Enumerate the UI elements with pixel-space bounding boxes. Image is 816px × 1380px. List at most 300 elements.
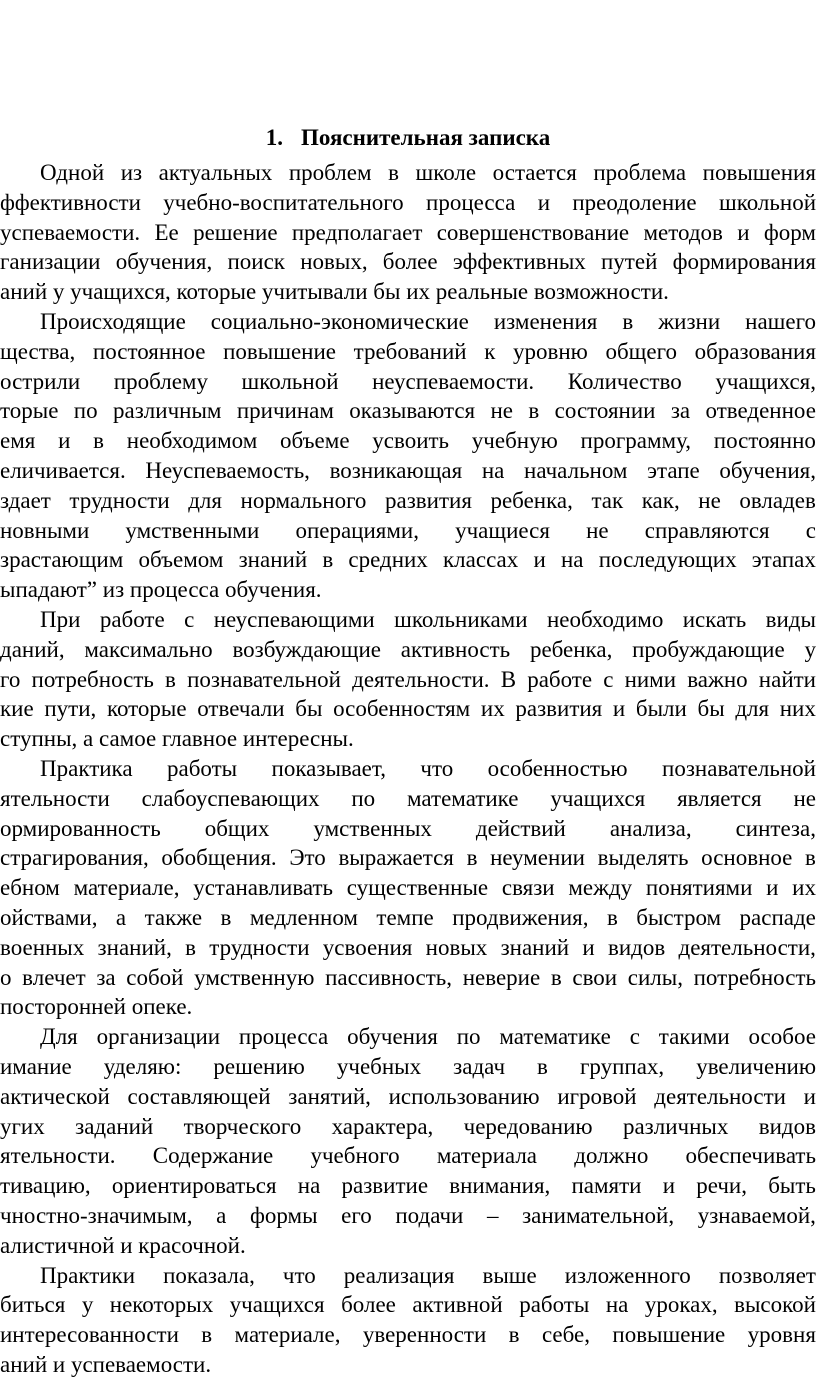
word: такими — [658, 1024, 730, 1050]
text-line — [0, 694, 816, 724]
section-title: Пояснительная записка — [301, 125, 551, 150]
word: деятельности. — [352, 666, 490, 692]
text-line — [0, 516, 816, 546]
text-line — [0, 1141, 816, 1171]
word: процесса — [238, 1024, 329, 1050]
word: а — [216, 1203, 227, 1228]
text-line — [0, 1171, 816, 1201]
word: занимательной, — [522, 1203, 675, 1228]
word: формирования — [672, 249, 816, 275]
text-line — [0, 545, 816, 575]
word: найти — [758, 666, 816, 692]
word: последующих — [598, 547, 737, 573]
word: творческого — [183, 1113, 302, 1139]
text-line — [0, 396, 816, 426]
word: причинам — [236, 398, 334, 424]
word: отвечали — [197, 696, 285, 722]
text-line — [0, 933, 816, 963]
word: умственными — [125, 517, 260, 543]
word: требований — [353, 338, 467, 364]
word: путей — [601, 249, 658, 275]
word: потребность — [693, 964, 816, 990]
word: работы — [167, 756, 238, 781]
word: особое — [748, 1024, 816, 1050]
word: уровню — [513, 338, 588, 364]
word: обобщения. — [161, 845, 277, 871]
word: в — [622, 309, 634, 334]
word: этапе — [647, 458, 700, 483]
word: учащиеся — [455, 517, 550, 543]
word: организации — [96, 1024, 221, 1050]
word: повышение — [612, 1322, 726, 1348]
word: школе — [415, 160, 477, 185]
text-line: алистичной и красочной. — [0, 1232, 246, 1258]
word: возникающая — [329, 458, 463, 483]
word: использованию — [388, 1083, 540, 1109]
word: виды — [765, 607, 816, 632]
word: острили — [0, 368, 81, 394]
word: на — [560, 547, 584, 573]
word: познавательной — [662, 756, 816, 781]
word: так — [591, 487, 624, 513]
word: начальном — [524, 458, 628, 483]
word: усвоения — [322, 934, 413, 960]
word: и — [803, 1083, 816, 1109]
word: материала — [436, 1143, 538, 1169]
word: Практики — [40, 1262, 136, 1288]
word: щества, — [0, 338, 76, 364]
text-line — [0, 843, 816, 873]
word: При — [40, 607, 81, 632]
word: которые — [106, 696, 187, 722]
word: пути, — [44, 696, 97, 722]
word: учащихся — [550, 785, 646, 811]
word: умственную — [194, 964, 315, 990]
text-line — [0, 486, 816, 516]
word: обеспечивать — [685, 1143, 816, 1169]
word: в — [220, 905, 232, 930]
word: нашего — [745, 309, 816, 334]
word: обучения, — [115, 249, 213, 275]
word: заданий — [75, 1113, 154, 1139]
word: школьниками — [394, 607, 528, 632]
word: о — [0, 964, 12, 990]
word: выше — [482, 1262, 537, 1288]
word: в — [537, 1054, 548, 1079]
word: уделяю: — [103, 1054, 182, 1079]
text-line — [40, 158, 816, 188]
word: преодоление — [572, 189, 697, 215]
word: в — [606, 905, 618, 930]
word: устанавливать — [193, 875, 334, 901]
word: характера, — [331, 1113, 434, 1139]
word: анализа, — [609, 815, 692, 841]
word: деятельности — [654, 1083, 786, 1109]
word: работе — [527, 666, 593, 692]
section-number: 1. — [265, 125, 284, 150]
word: социально-экономические — [210, 309, 469, 334]
text-line — [0, 1290, 816, 1320]
word: игровой — [557, 1083, 637, 1109]
word: ятельности. — [0, 1143, 116, 1169]
text-line — [0, 188, 816, 218]
word: остается — [492, 160, 577, 185]
word: усвоить — [372, 428, 450, 454]
word: уровня — [747, 1322, 816, 1348]
word: существенные — [346, 875, 489, 901]
word: уроках, — [644, 1292, 718, 1318]
word: в — [165, 666, 176, 692]
word: с — [805, 517, 816, 543]
word: объемом — [138, 547, 224, 573]
word: программу, — [580, 428, 692, 454]
text-line — [0, 814, 816, 844]
word: ойствами, — [0, 905, 98, 930]
word: слабоуспевающих — [141, 785, 320, 811]
word: по — [456, 1024, 481, 1050]
word: знаний, — [97, 934, 172, 960]
word: деятельности, — [678, 934, 816, 960]
word: себе, — [541, 1322, 590, 1348]
word: познавательной — [187, 666, 341, 692]
word: увеличению — [696, 1054, 816, 1079]
word: необходимо — [546, 607, 664, 632]
word: трудности — [209, 934, 310, 960]
word: пробуждающие — [632, 636, 785, 662]
word: интересованности — [0, 1322, 179, 1348]
text-line — [40, 1261, 816, 1291]
word: их — [480, 696, 505, 722]
word: не — [490, 398, 514, 424]
word: школьной — [719, 189, 816, 215]
word: Для — [40, 1024, 78, 1050]
word: эффективных — [452, 249, 586, 275]
word: и — [766, 875, 779, 901]
text-line: ступны, а самое главное интересны. — [0, 726, 354, 752]
word: отведенное — [705, 398, 816, 424]
text-line — [0, 665, 816, 695]
word: понятиями — [645, 875, 753, 901]
word: Неуспеваемость, — [145, 458, 310, 483]
word: математике — [499, 1024, 611, 1050]
word: кие — [0, 696, 34, 722]
word: активной — [412, 1292, 503, 1318]
word: в — [508, 1322, 520, 1348]
word: работы — [519, 1292, 590, 1318]
word: формы — [249, 1203, 318, 1228]
word: емя — [0, 428, 36, 454]
text-line — [0, 903, 816, 933]
word: более — [382, 249, 438, 275]
word: изменения — [493, 309, 598, 334]
word: развитие — [341, 1173, 429, 1199]
word: чередованию — [463, 1113, 593, 1139]
word: продвижения, — [452, 905, 589, 930]
word: ребенка, — [529, 636, 613, 662]
word: в — [322, 547, 334, 573]
word: неумении — [490, 845, 585, 871]
word: повышения — [702, 160, 816, 185]
word: у — [804, 636, 816, 662]
word: особенностью — [487, 756, 628, 781]
text-line — [0, 784, 816, 814]
word: не — [698, 487, 721, 513]
word: для — [188, 487, 222, 513]
word: новными — [0, 517, 90, 543]
word: В — [500, 666, 517, 692]
word: высокой — [734, 1292, 816, 1318]
word: медленном — [249, 905, 358, 930]
word: школьной — [241, 368, 339, 394]
word: еличивается. — [0, 458, 126, 483]
word: решение — [193, 219, 278, 245]
word: Количество — [567, 368, 682, 394]
word: учебную — [471, 428, 558, 454]
word: особенностям — [333, 696, 471, 722]
word: в — [93, 428, 105, 454]
word: по — [73, 398, 98, 424]
word: Происходящие — [40, 309, 186, 334]
word: неуспеваемости. — [372, 368, 535, 394]
word: нормального — [240, 487, 367, 513]
word: свои — [572, 964, 618, 990]
text-line — [40, 754, 816, 784]
word: как, — [641, 487, 680, 513]
text-line — [0, 367, 816, 397]
word: предполагает — [291, 219, 423, 245]
word: речи, — [696, 1173, 747, 1199]
word: ебном — [0, 875, 60, 901]
word: зрастающим — [0, 547, 124, 573]
word: обучения — [347, 1024, 438, 1050]
word: них — [779, 696, 816, 722]
word: к — [484, 338, 496, 364]
word: активность — [400, 636, 511, 662]
word: учащихся — [229, 1292, 325, 1318]
text-line — [0, 426, 816, 456]
text-line — [0, 963, 816, 993]
word: собой — [126, 964, 184, 990]
word: материале, — [234, 1322, 341, 1348]
word: справляются — [644, 517, 770, 543]
word: математике — [407, 785, 519, 811]
word: актуальных — [158, 160, 273, 185]
word: быть — [768, 1173, 816, 1199]
word: на — [605, 1292, 629, 1318]
word: проблему — [113, 368, 208, 394]
word: показывает, — [271, 756, 386, 781]
word: в — [185, 934, 196, 960]
word: ятельности — [0, 785, 110, 811]
word: и — [612, 696, 626, 722]
word: его — [341, 1203, 372, 1228]
text-line: посторонней опеке. — [0, 994, 193, 1020]
text-line: аний у учащихся, которые учитывали бы их реальные возможности. — [0, 279, 669, 305]
word: позволяет — [718, 1262, 816, 1288]
word: и — [662, 1173, 676, 1199]
text-line — [40, 605, 816, 635]
text-line: ыпадают” из процесса обучения. — [0, 577, 322, 603]
word: постоянно — [713, 428, 816, 454]
word: подачи — [395, 1203, 464, 1228]
word: работе — [99, 607, 165, 632]
word: на — [481, 458, 505, 483]
word: выражается — [338, 845, 454, 871]
text-line: аний и успеваемости. — [0, 1352, 212, 1377]
word: здает — [0, 487, 51, 513]
word: жизни — [658, 309, 721, 334]
word: развития — [385, 487, 472, 513]
text-line — [0, 1201, 816, 1231]
word: темпе — [376, 905, 434, 930]
word: совершенствование — [436, 219, 630, 245]
word: умственных — [313, 815, 432, 841]
word: ними — [624, 666, 677, 692]
word: по — [351, 785, 376, 811]
word: образования — [694, 338, 816, 364]
word: учебных — [336, 1054, 422, 1079]
word: торые — [0, 398, 59, 424]
word: для — [735, 696, 770, 722]
word: овладев — [739, 487, 816, 513]
word: должно — [574, 1143, 649, 1169]
word: го — [0, 666, 21, 692]
word: ребенка, — [490, 487, 573, 513]
word: классах — [443, 547, 519, 573]
word: учащихся, — [715, 368, 816, 394]
word: Это — [289, 845, 326, 871]
text-line — [0, 1320, 816, 1350]
word: успеваемости. — [0, 219, 141, 245]
word: методов — [643, 219, 723, 245]
word: биться — [0, 1292, 66, 1318]
section-heading — [0, 124, 816, 152]
word: Ее — [154, 219, 179, 245]
text-line — [0, 247, 816, 277]
word: не — [586, 517, 609, 543]
word: пассивность, — [325, 964, 453, 990]
word: – — [486, 1203, 499, 1228]
word: различным — [112, 398, 222, 424]
word: в — [805, 845, 816, 871]
text-line — [0, 1052, 816, 1082]
word: проблема — [593, 160, 687, 185]
word: знаний — [500, 934, 570, 960]
word: группах, — [579, 1054, 665, 1079]
text-line — [0, 1112, 816, 1142]
word: видов — [758, 1113, 816, 1139]
word: между — [568, 875, 633, 901]
word: учебно-воспитательного — [163, 189, 404, 215]
word: новых, — [300, 249, 368, 275]
text-line — [0, 337, 816, 367]
word: также — [144, 905, 203, 930]
word: является — [677, 785, 762, 811]
word: чностно-значимым, — [0, 1203, 193, 1228]
word: новых — [425, 934, 488, 960]
word: выделять — [597, 845, 689, 871]
word: актической — [0, 1083, 110, 1109]
word: бы — [697, 696, 725, 722]
word: синтеза, — [735, 815, 816, 841]
word: Содержание — [152, 1143, 274, 1169]
word: ффективности — [0, 189, 141, 215]
word: имание — [0, 1054, 72, 1079]
word: этапах — [751, 547, 816, 573]
word: более — [341, 1292, 396, 1318]
word: составляющей — [127, 1083, 271, 1109]
word: за — [670, 398, 691, 424]
text-line — [0, 456, 816, 486]
text-line — [0, 873, 816, 903]
word: изложенного — [564, 1262, 691, 1288]
word: ориентироваться — [111, 1173, 277, 1199]
word: максимально — [84, 636, 213, 662]
word: учебного — [310, 1143, 400, 1169]
word: памяти — [571, 1173, 642, 1199]
word: бы — [295, 696, 323, 722]
word: постоянное — [92, 338, 206, 364]
word: занятий, — [288, 1083, 371, 1109]
word: и — [58, 428, 71, 454]
word: поиск — [227, 249, 285, 275]
word: некоторых — [109, 1292, 214, 1318]
word: за — [96, 964, 116, 990]
word: проблем — [288, 160, 372, 185]
word: форм — [763, 219, 816, 245]
text-line — [40, 307, 816, 337]
word: задач — [453, 1054, 506, 1079]
word: важно — [687, 666, 748, 692]
word: из — [120, 160, 143, 185]
word: с — [603, 666, 614, 692]
word: ормированность — [0, 815, 161, 841]
word: неверие — [462, 964, 541, 990]
word: внимания, — [449, 1173, 551, 1199]
word: быстром — [636, 905, 722, 930]
word: страгирования, — [0, 845, 149, 871]
word: влечет — [22, 964, 86, 990]
word: Одной — [40, 160, 105, 185]
word: что — [420, 756, 454, 781]
word: общих — [204, 815, 270, 841]
word: оказываются — [349, 398, 476, 424]
word: военных — [0, 934, 85, 960]
word: неуспевающими — [213, 607, 375, 632]
word: объеме — [280, 428, 350, 454]
word: с — [629, 1024, 640, 1050]
word: знаний — [238, 547, 308, 573]
word: повышение — [223, 338, 336, 364]
text-line — [0, 218, 816, 248]
word: не — [793, 785, 816, 811]
word: средних — [348, 547, 428, 573]
word: и — [737, 219, 750, 245]
word: состоянии — [554, 398, 656, 424]
word: показала, — [163, 1262, 255, 1288]
word: в — [388, 160, 399, 185]
word: основное — [701, 845, 793, 871]
word: Практика — [40, 756, 133, 781]
word: потребность — [31, 666, 154, 692]
word: и — [537, 189, 551, 215]
word: в — [466, 845, 478, 871]
word: были — [635, 696, 687, 722]
word: различных — [622, 1113, 729, 1139]
word: что — [282, 1262, 316, 1288]
word: видов — [607, 934, 666, 960]
word: ганизации — [0, 249, 101, 275]
